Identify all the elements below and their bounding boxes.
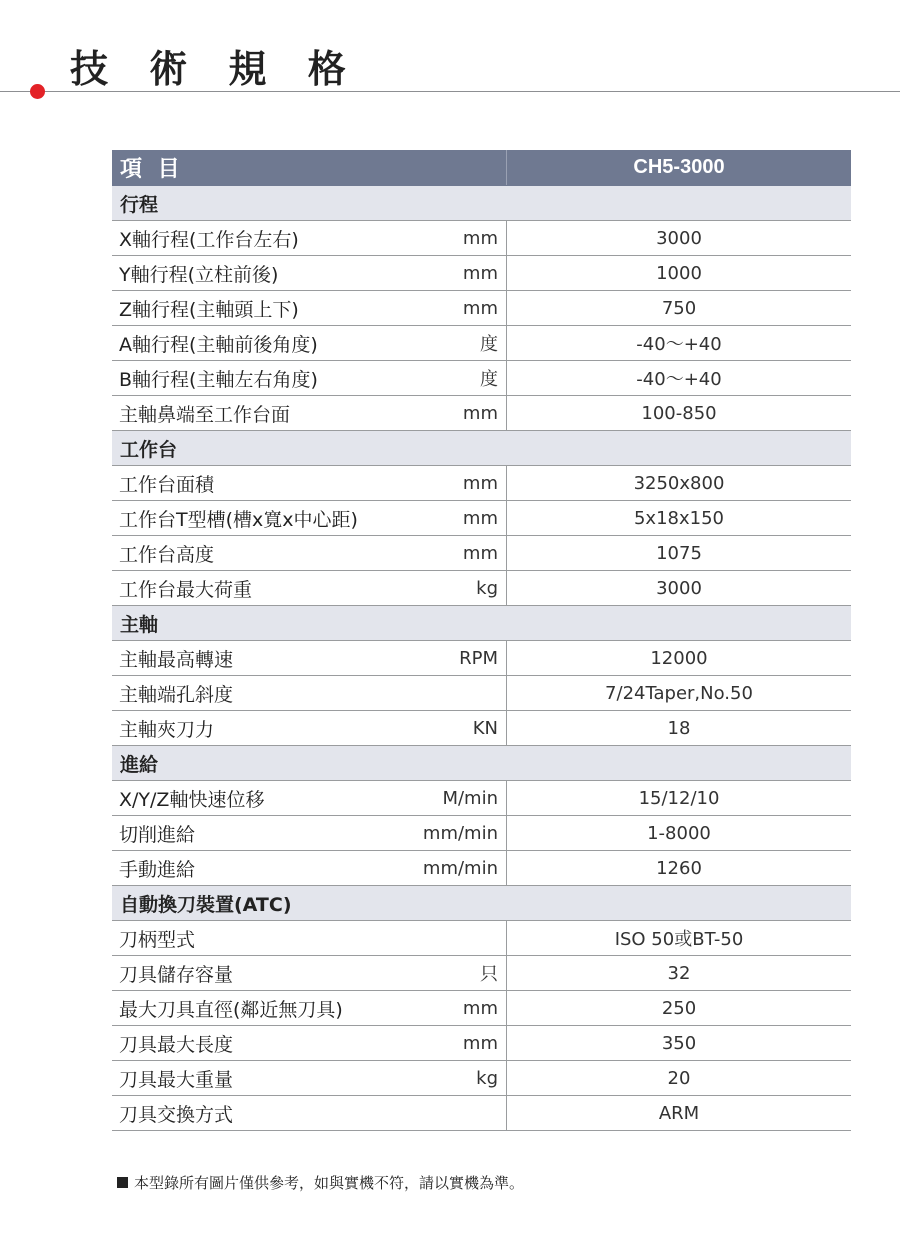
spec-value: 15/12/10	[506, 781, 851, 815]
section-row: 主軸	[112, 606, 851, 641]
spec-unit: mm/min	[422, 857, 498, 879]
section-row: 工作台	[112, 431, 851, 466]
spec-name: 刀柄型式	[119, 928, 196, 951]
table-row	[112, 1061, 851, 1096]
spec-value: -40～+40	[506, 326, 851, 360]
spec-unit: mm/min	[422, 822, 498, 844]
spec-unit: mm	[462, 997, 498, 1019]
table-row	[112, 221, 851, 256]
table-header-row	[112, 150, 851, 186]
spec-unit: mm	[462, 472, 498, 494]
table-row	[112, 361, 851, 396]
spec-unit: M/min	[442, 787, 498, 809]
spec-value: 3250x800	[506, 466, 851, 500]
spec-unit: 度	[480, 334, 498, 355]
section-row: 自動換刀裝置(ATC)	[112, 886, 851, 921]
table-row	[112, 256, 851, 291]
spec-name: 工作台面積	[119, 473, 215, 496]
table-row	[112, 326, 851, 361]
spec-name: Z軸行程(主軸頭上下)	[119, 298, 299, 321]
spec-unit: 只	[480, 964, 498, 985]
spec-name: 刀具交換方式	[119, 1103, 234, 1126]
spec-name: 最大刀具直徑(鄰近無刀具)	[119, 998, 343, 1021]
spec-table	[112, 150, 851, 1131]
spec-value: 1-8000	[506, 816, 851, 850]
table-row	[112, 816, 851, 851]
spec-unit: mm	[462, 507, 498, 529]
spec-unit	[415, 676, 506, 710]
section-row: 行程	[112, 186, 851, 221]
spec-value: 7/24Taper,No.50	[506, 676, 851, 710]
spec-unit: mm	[462, 402, 498, 424]
spec-value: ARM	[506, 1096, 851, 1130]
spec-value: 12000	[506, 641, 851, 675]
spec-value: 20	[506, 1061, 851, 1095]
spec-unit: RPM	[459, 647, 498, 669]
red-dot-marker	[30, 84, 45, 99]
spec-unit: kg	[476, 1067, 498, 1089]
table-row	[112, 781, 851, 816]
spec-value: 32	[506, 956, 851, 990]
spec-unit: kg	[476, 577, 498, 599]
spec-value: 1075	[506, 536, 851, 570]
table-row	[112, 291, 851, 326]
title-divider	[0, 91, 900, 92]
table-row	[112, 1096, 851, 1131]
table-row	[112, 641, 851, 676]
spec-name: 切削進給	[119, 823, 196, 846]
spec-unit: mm	[462, 297, 498, 319]
spec-value: ISO 50或BT-50	[506, 921, 851, 955]
table-row	[112, 851, 851, 886]
spec-name: 工作台高度	[119, 543, 215, 566]
spec-value: 3000	[506, 221, 851, 255]
spec-unit: mm	[462, 227, 498, 249]
spec-name: 主軸鼻端至工作台面	[119, 403, 291, 426]
spec-unit: KN	[472, 717, 498, 739]
spec-name: 刀具最大長度	[119, 1033, 234, 1056]
footnote-text: 本型錄所有圖片僅供參考，如與實機不符，請以實機為準。	[134, 1174, 525, 1192]
spec-name: 主軸最高轉速	[119, 648, 234, 671]
spec-value: 100-850	[506, 396, 851, 430]
spec-unit	[415, 1096, 506, 1130]
spec-value: 5x18x150	[506, 501, 851, 535]
spec-name: A軸行程(主軸前後角度)	[119, 333, 318, 356]
spec-value: 250	[506, 991, 851, 1025]
spec-value: 1000	[506, 256, 851, 290]
spec-name: 主軸夾刀力	[119, 718, 215, 741]
page-title: 技 術 規 格	[70, 47, 360, 91]
spec-unit: mm	[462, 262, 498, 284]
table-row	[112, 956, 851, 991]
table-row	[112, 711, 851, 746]
spec-value: 18	[506, 711, 851, 745]
spec-name: X軸行程(工作台左右)	[119, 228, 299, 251]
spec-unit	[415, 921, 506, 955]
spec-name: 手動進給	[119, 858, 196, 881]
spec-value: 3000	[506, 571, 851, 605]
spec-value: -40～+40	[506, 361, 851, 395]
spec-value: 350	[506, 1026, 851, 1060]
spec-name: X/Y/Z軸快速位移	[119, 788, 265, 811]
spec-name: 工作台最大荷重	[119, 578, 253, 601]
spec-value: 1260	[506, 851, 851, 885]
table-row	[112, 571, 851, 606]
spec-unit: mm	[462, 1032, 498, 1054]
table-row	[112, 466, 851, 501]
header-item-label: 項 目	[120, 157, 184, 182]
table-row	[112, 676, 851, 711]
spec-name: 刀具儲存容量	[119, 963, 234, 986]
table-row	[112, 396, 851, 431]
spec-name: 刀具最大重量	[119, 1068, 234, 1091]
table-row	[112, 1026, 851, 1061]
square-bullet-icon	[117, 1177, 128, 1188]
table-row	[112, 991, 851, 1026]
spec-unit: mm	[462, 542, 498, 564]
footnote	[117, 1172, 524, 1193]
table-row	[112, 536, 851, 571]
table-row	[112, 501, 851, 536]
spec-value: 750	[506, 291, 851, 325]
section-row: 進給	[112, 746, 851, 781]
spec-name: 主軸端孔斜度	[119, 683, 234, 706]
spec-name: B軸行程(主軸左右角度)	[119, 368, 318, 391]
spec-name: Y軸行程(立柱前後)	[119, 263, 279, 286]
spec-unit: 度	[480, 369, 498, 390]
spec-name: 工作台T型槽(槽x寬x中心距)	[119, 508, 358, 531]
table-row	[112, 921, 851, 956]
header-model-label: CH5-3000	[506, 150, 851, 185]
